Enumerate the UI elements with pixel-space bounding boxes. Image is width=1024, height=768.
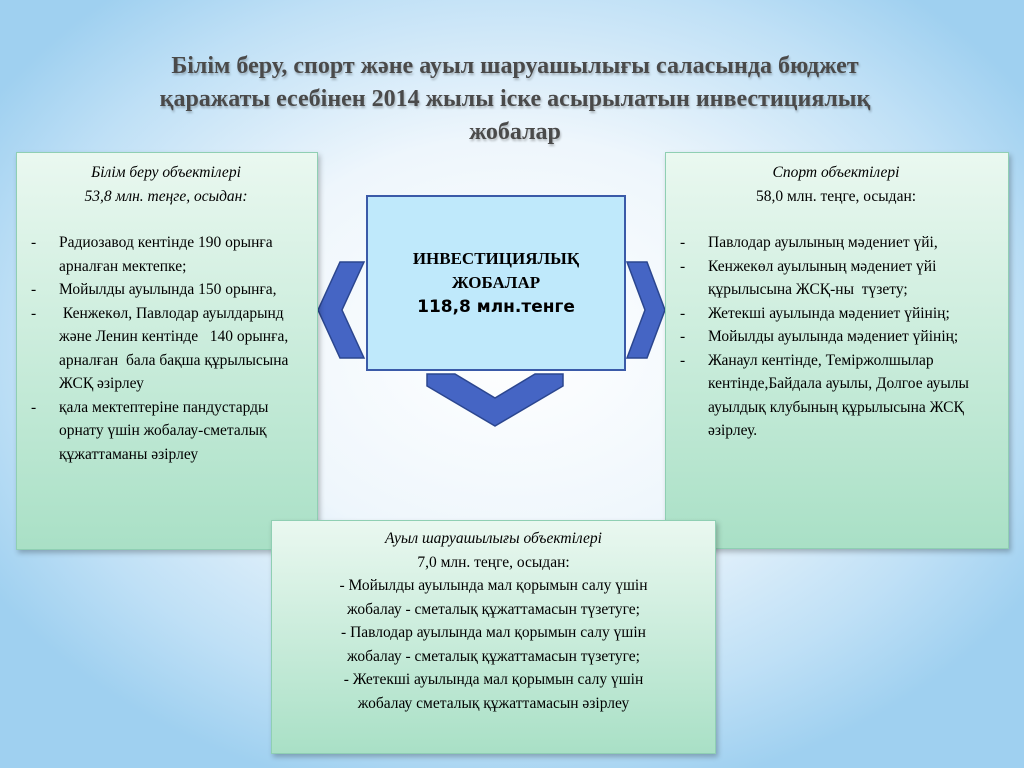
title-line-2: қаражаты есебінен 2014 жылы іске асырылатын инвестициялық — [159, 86, 871, 112]
education-list — [21, 231, 311, 466]
list-item: - Кенжекөл ауылының мәдениет үйі құрылысына ЖСҚ-ны түзету; — [680, 257, 941, 298]
agriculture-line: - Мойылды ауылында мал қорымын салу үшін — [339, 577, 648, 594]
list-item: - Мойылды ауылында мәдениет үйінің; — [680, 328, 959, 345]
slide-title — [90, 50, 940, 149]
down-chevron-icon — [425, 372, 565, 428]
agriculture-objects-box — [271, 520, 716, 754]
sport-heading: Спорт объектілері — [772, 164, 900, 181]
list-item: - Жанаул кентінде, Теміржолшылар кентінде,Байдала ауылы, Долгое ауылы ауылдық клубының құрылысына ЖСҚ әзірлеу. — [680, 351, 969, 439]
left-chevron-icon — [316, 260, 366, 360]
agriculture-line: жобалау - сметалық құжаттамасын түзетуге; — [347, 647, 640, 665]
list-item: - қала мектептеріне пандустарды орнату үшін жобалау-сметалық құжаттаманы әзірлеу — [31, 398, 269, 463]
agriculture-line: жобалау - сметалық құжаттамасын түзетуге; — [347, 600, 640, 618]
education-subheading: 53,8 млн. теңге, осыдан: — [84, 187, 248, 205]
list-item: - Мойылды ауылында 150 орынға, — [31, 281, 277, 298]
list-item: - Кенжекөл, Павлодар ауылдарынд және Ленин кентінде 140 орынға, арналған бала бақша құрылысына ЖСҚ әзірлеу — [31, 304, 293, 392]
title-line-1: Білім беру, спорт және ауыл шаруашылығы саласында бюджет — [171, 53, 859, 79]
agriculture-line: - Павлодар ауылында мал қорымын салу үшін — [341, 624, 646, 641]
agriculture-subheading: 7,0 млн. теңге, осыдан: — [417, 553, 570, 571]
sport-objects-box — [665, 152, 1009, 549]
right-chevron-icon — [625, 260, 667, 360]
list-item: - Жетекші ауылында мәдениет үйінің; — [680, 304, 950, 322]
list-item: - Радиозавод кентінде 190 орынға арналған мектепке; — [31, 234, 273, 275]
title-line-3: жобалар — [469, 119, 561, 145]
agriculture-line: жобалау сметалық құжаттамасын әзірлеу — [357, 694, 630, 712]
investment-projects-center-box — [366, 195, 626, 371]
center-title-line-1: ИНВЕСТИЦИЯЛЫҚ — [412, 249, 580, 268]
education-objects-box — [16, 152, 318, 550]
center-title-line-2: ЖОБАЛАР — [451, 273, 541, 292]
agriculture-line: - Жетекші ауылында мал қорымын салу үшін — [343, 671, 644, 688]
list-item: - Павлодар ауылының мәдениет үйі, — [680, 234, 938, 251]
sport-list — [670, 231, 1002, 443]
education-heading: Білім беру объектілері — [91, 164, 241, 181]
center-amount: 118,8 млн.тенге — [417, 297, 575, 317]
sport-subheading: 58,0 млн. теңге, осыдан: — [755, 187, 917, 205]
agriculture-heading: Ауыл шаруашылығы объектілері — [385, 530, 602, 547]
